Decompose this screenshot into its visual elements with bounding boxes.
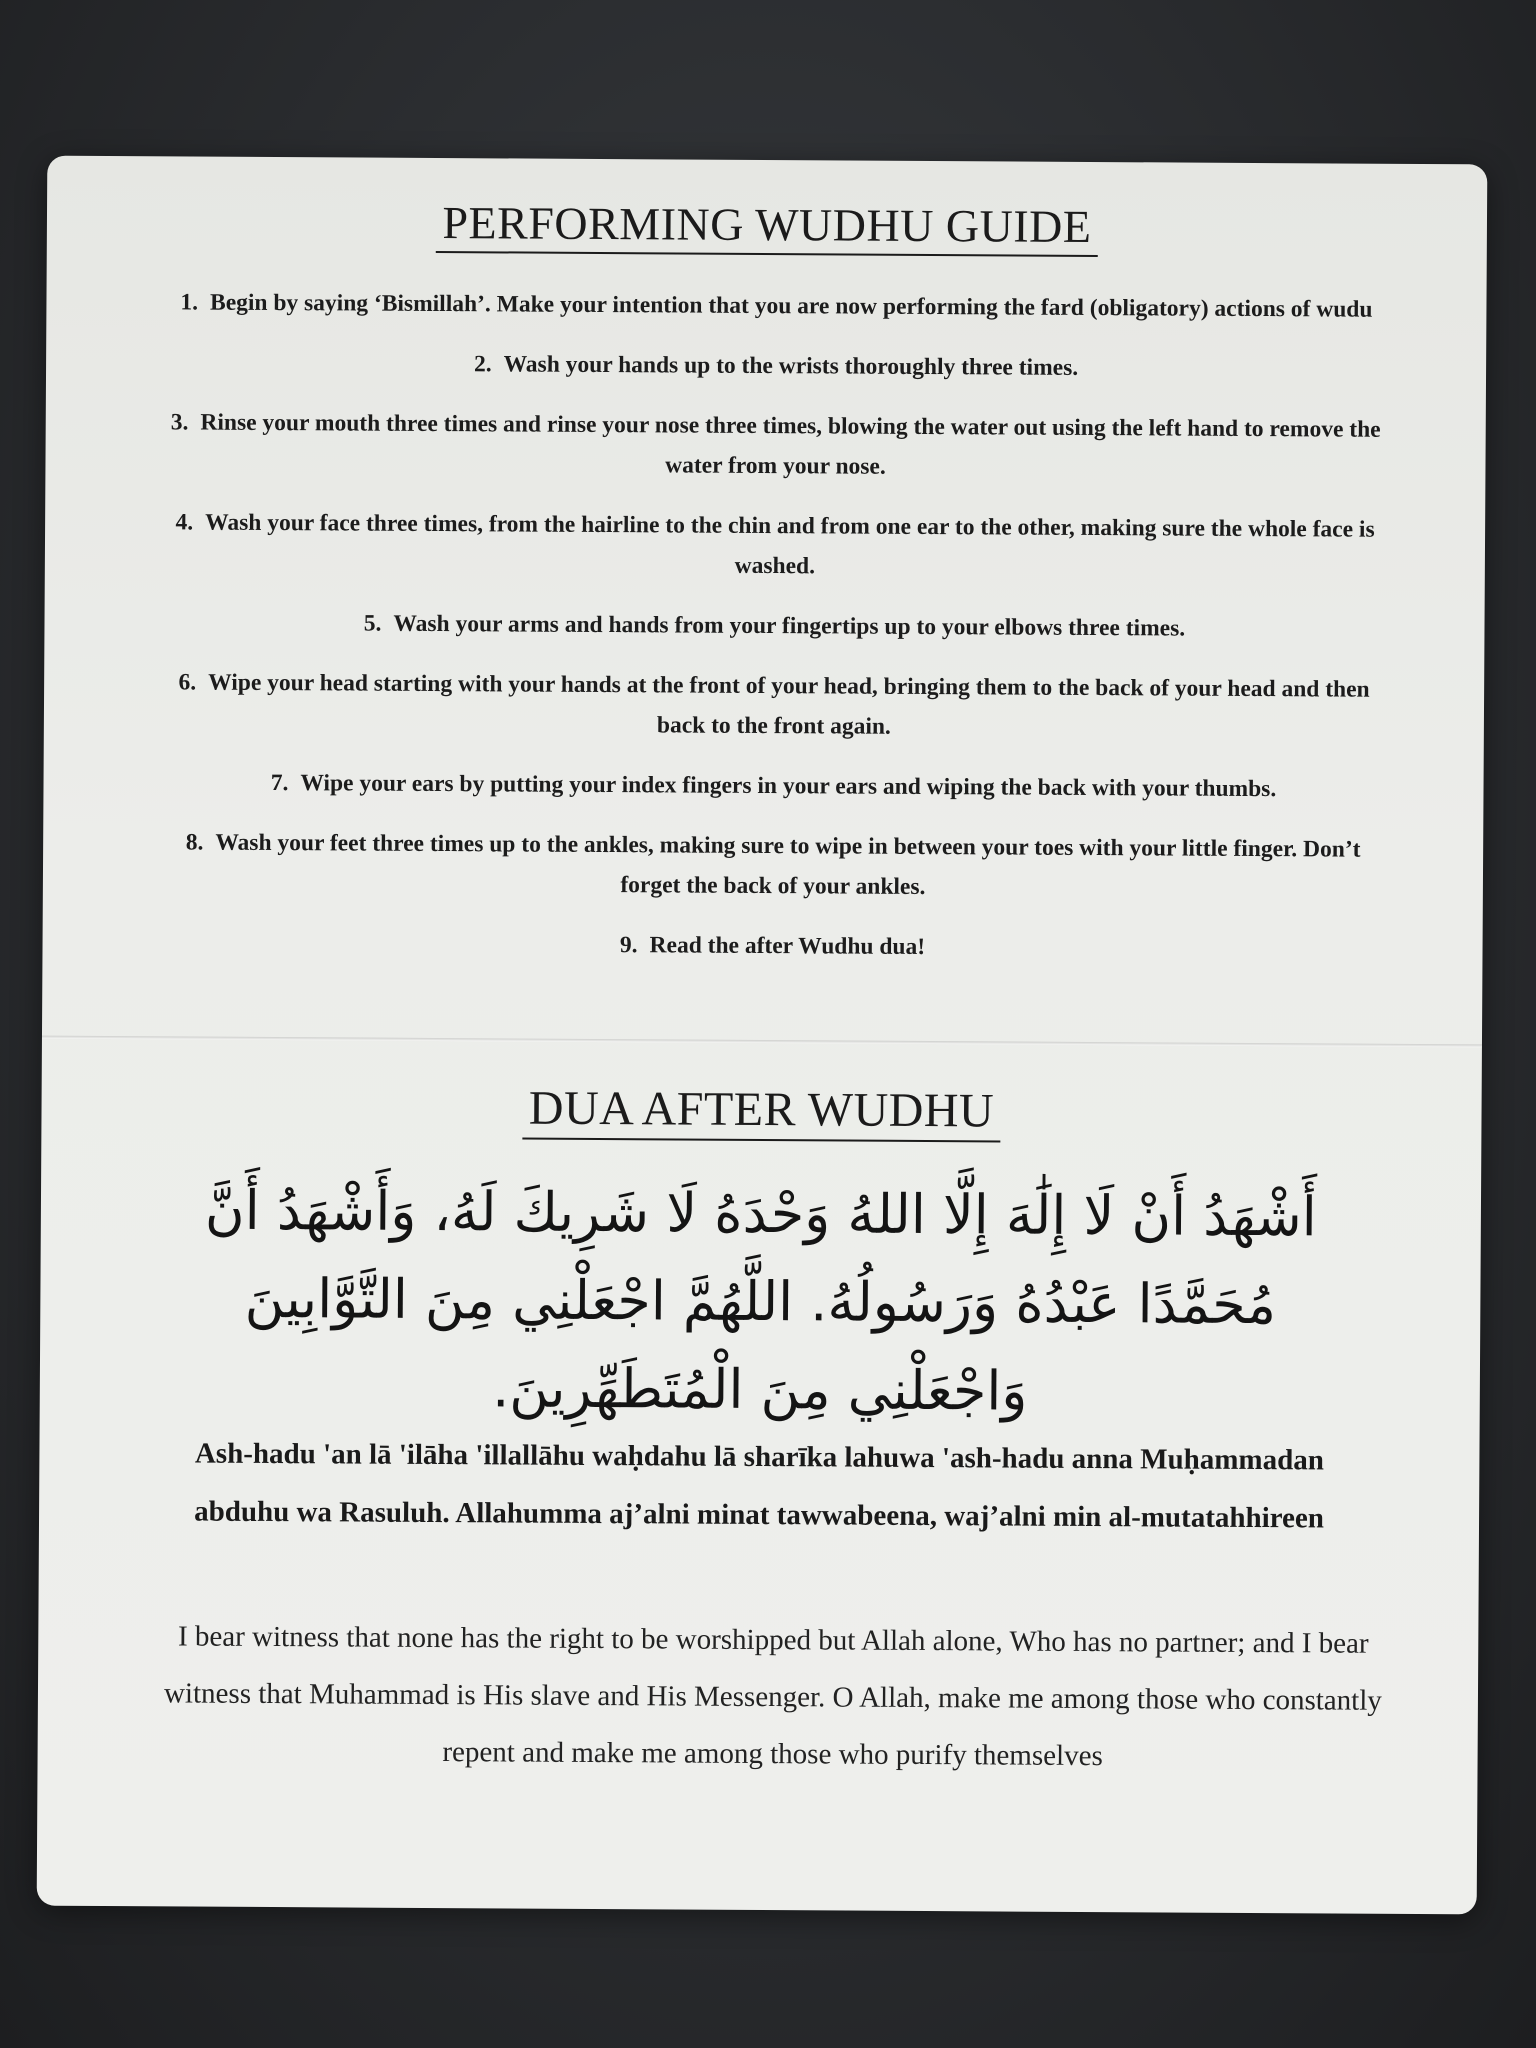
step-text: Rinse your mouth three times and rinse your nose three times, blowing the water out using the left hand to remove the water from your nose. — [200, 409, 1381, 480]
guide-sheet — [37, 156, 1488, 1915]
step-number: 3. — [170, 409, 189, 436]
dua-translation: I bear witness that none has the right to be worshipped but Allah alone, Who has no partner; and I bear witness that Muhammad is His slave and His Messenger. O Allah, make me among those who constantly repent and make me among those who purify themselves — [163, 1620, 1382, 1773]
step-number: 4. — [175, 509, 194, 536]
step-item — [155, 502, 1395, 590]
dua-title — [41, 1078, 1481, 1146]
step-text: Wipe your head starting with your hands at the front of your head, bringing them to the back of your head and then back to the front again. — [208, 669, 1370, 740]
step-text: Wash your arms and hands from your fingertips up to your elbows three times. — [393, 610, 1186, 642]
step-number: 7. — [270, 769, 289, 797]
step-text: Wipe your ears by putting your index fingers in your ears and wiping the back with your thumbs. — [300, 770, 1277, 803]
step-number: 8. — [185, 829, 204, 856]
step-text: Begin by saying ‘Bismillah’. Make your intention that you are now performing the fard (obligatory) actions of wudu — [209, 289, 1373, 323]
step-number: 9. — [619, 932, 638, 959]
step-text: Wash your hands up to the wrists thoroughly three times. — [503, 351, 1079, 381]
step-item — [155, 402, 1395, 490]
paper-fold-line — [42, 1036, 1482, 1048]
dua-transliteration: Ash-hadu 'an lā 'ilāha 'illallāhu waḥdahu lā sharīka lahuwa 'ash-hadu anna Muḥammadan abduhu wa Rasuluh. Allahumma aj’alni minat tawwabeena, waj’alni min al-mutatahhireen — [194, 1437, 1325, 1535]
step-text: Wash your feet three times up to the ankles, making sure to wipe in between your toes with your little finger. Don’t forget the back of your ankles. — [215, 829, 1361, 900]
step-number: 6. — [178, 669, 197, 696]
step-item — [154, 662, 1394, 750]
step-item — [153, 762, 1393, 810]
step-item — [152, 922, 1392, 970]
step-text: Read the after Wudhu dua! — [649, 932, 926, 960]
step-text: Wash your face three times, from the hairline to the chin and from one ear to the other, making sure the whole face is washed. — [205, 509, 1375, 580]
step-item — [153, 822, 1393, 910]
guide-title — [47, 194, 1487, 260]
step-number: 1. — [180, 289, 199, 316]
step-item — [154, 602, 1394, 650]
steps-list — [152, 282, 1396, 990]
step-number: 2. — [473, 351, 492, 378]
step-number: 5. — [363, 610, 382, 637]
dua-arabic-text: أَشْهَدُ أَنْ لَا إِلَٰهَ إِلَّا اللهُ وَحْدَهُ لَا شَرِيكَ لَهُ، وَأَشْهَدُ أَنَّ مُحَمَّدًا عَبْدُهُ وَرَسُولُهُ. اللَّهُمَّ اجْعَلْنِي مِنَ التَّوَّابِينَ وَاجْعَلْنِي مِنَ الْمُتَطَهِّرِينَ. — [204, 1178, 1317, 1423]
step-item — [156, 342, 1396, 390]
dua-title-text: DUA AFTER WUDHU — [523, 1081, 1001, 1143]
guide-title-text: PERFORMING WUDHU GUIDE — [436, 196, 1097, 257]
step-item — [156, 282, 1396, 330]
